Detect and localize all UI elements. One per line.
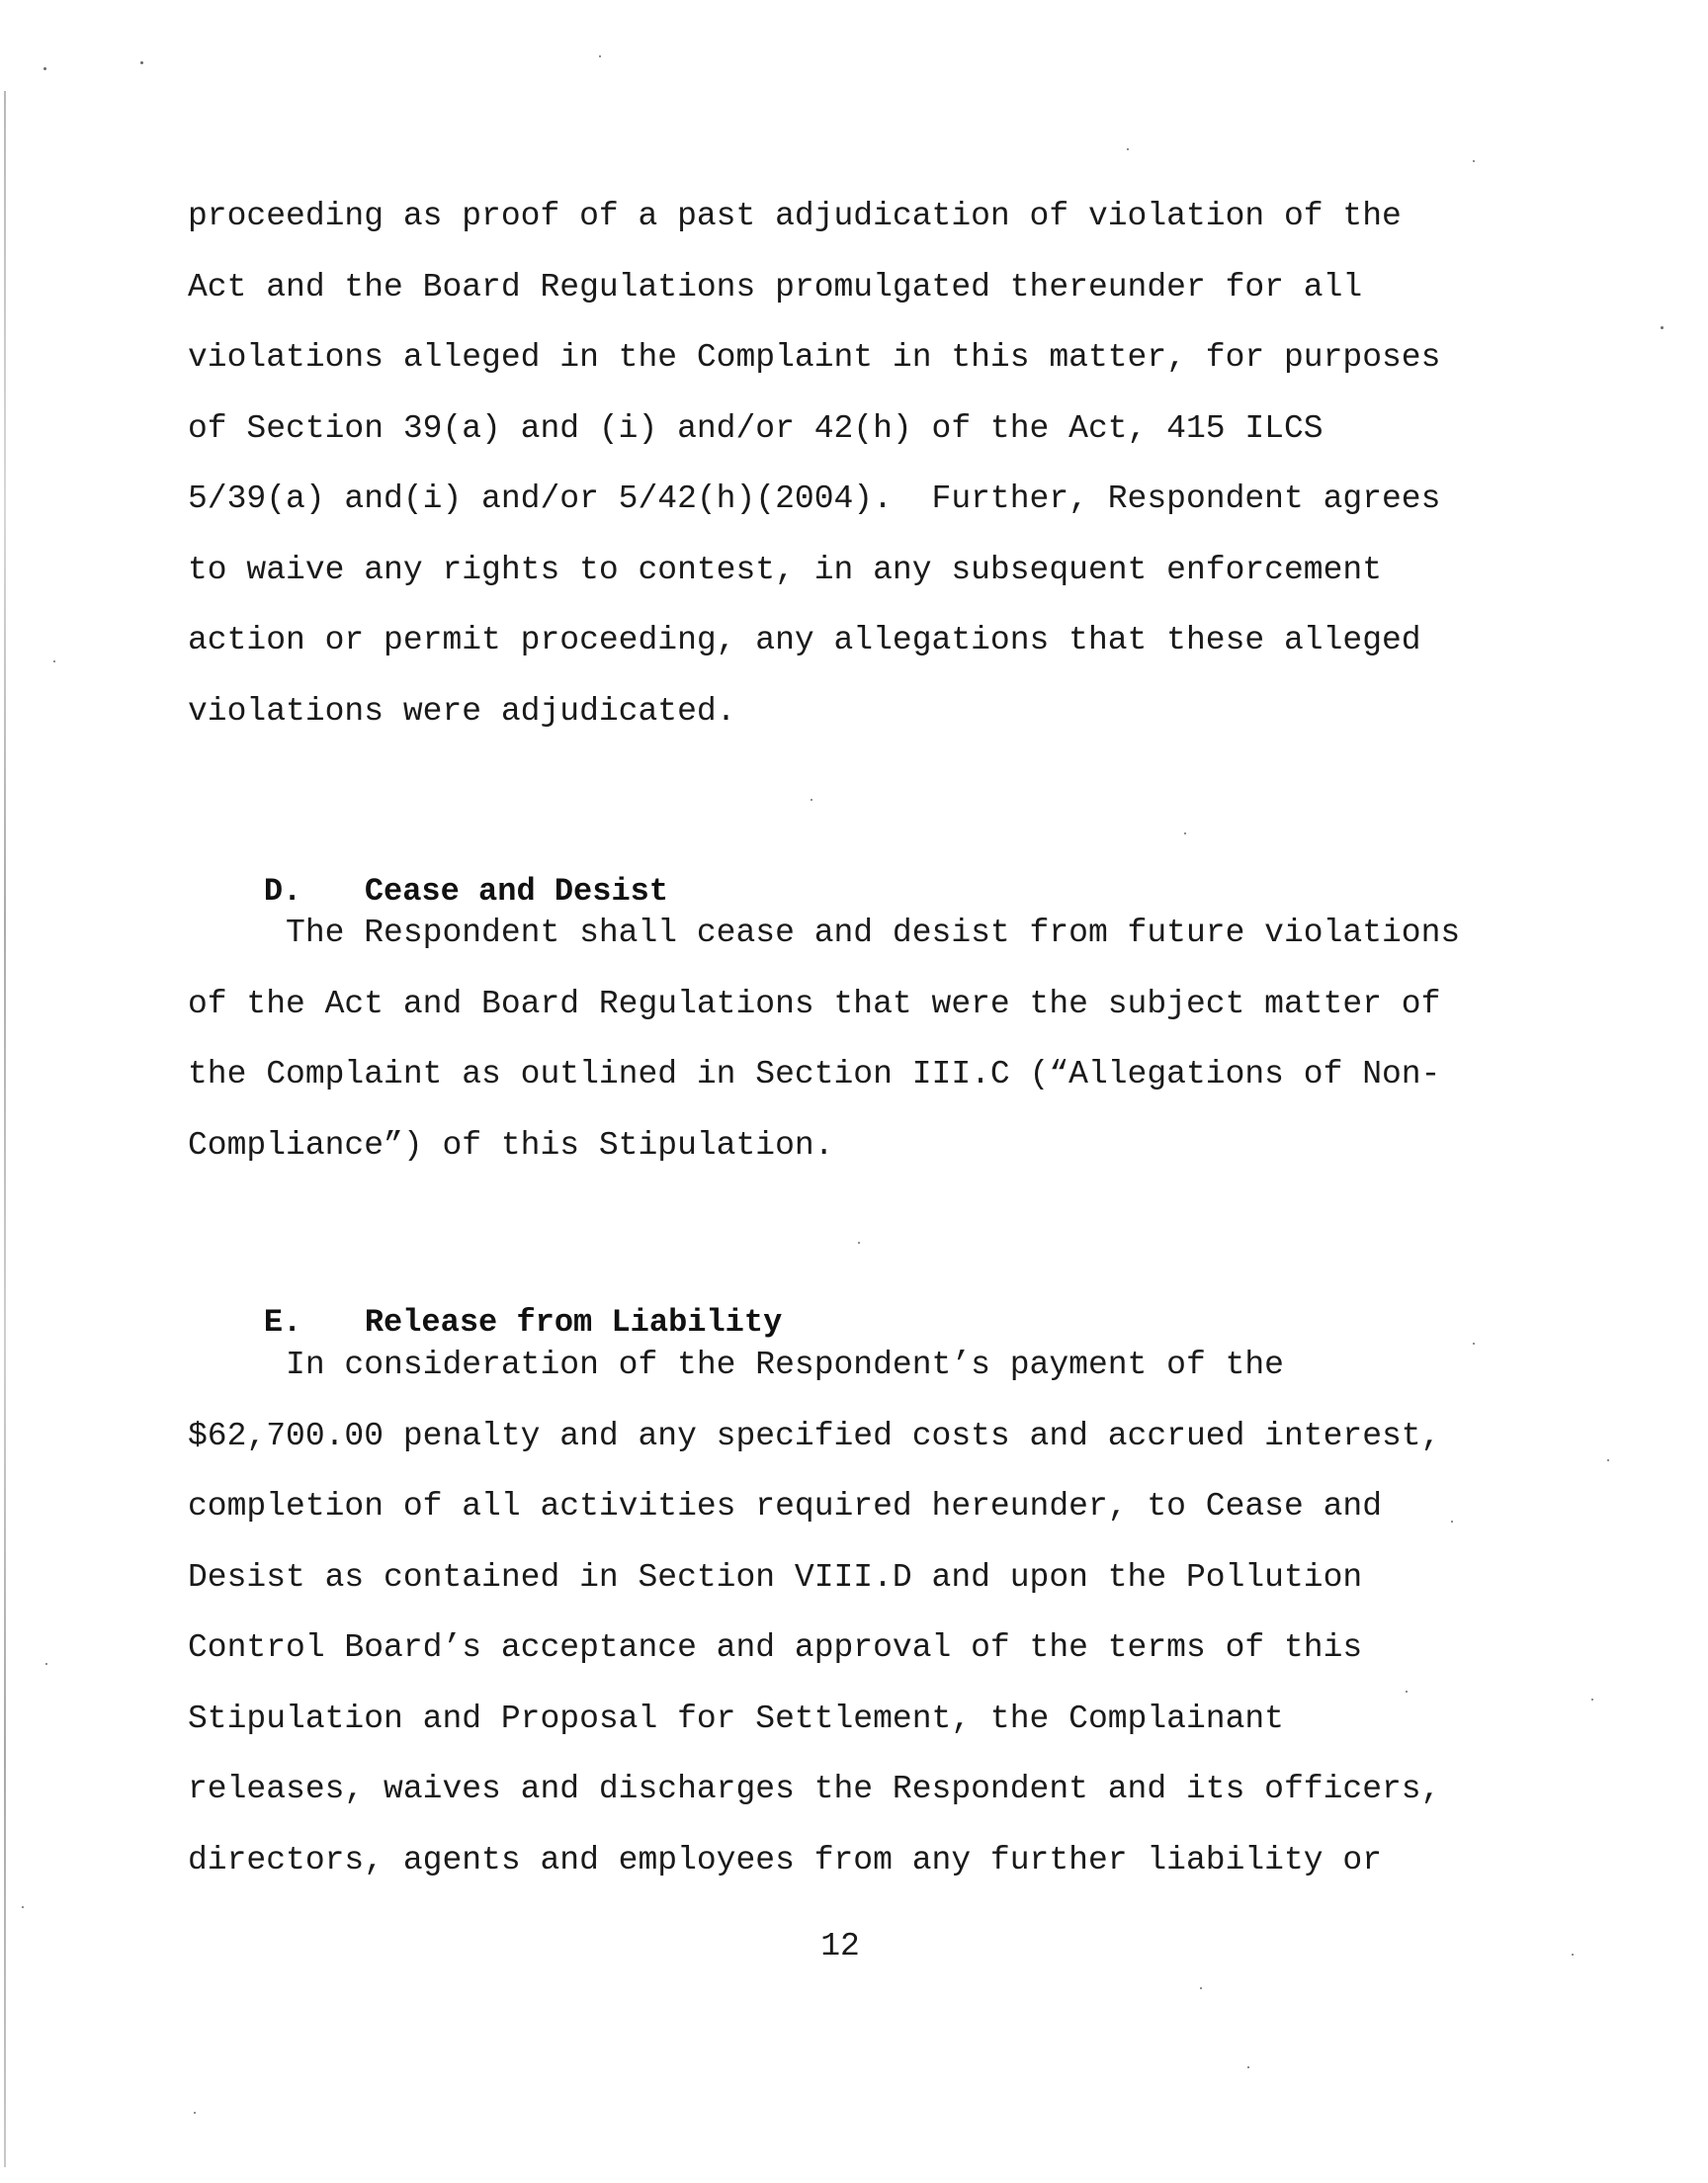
scan-speck bbox=[1184, 832, 1186, 834]
section-title: Release from Liability bbox=[364, 1304, 783, 1341]
scan-speck bbox=[1200, 1987, 1202, 1989]
scan-speck bbox=[140, 61, 143, 64]
paragraph-line: Desist as contained in Section VIII.D and upon the Pollution bbox=[188, 1558, 1363, 1596]
scan-speck bbox=[53, 660, 55, 662]
scan-speck bbox=[45, 1663, 47, 1665]
scan-speck bbox=[599, 55, 601, 57]
paragraph-line: $62,700.00 penalty and any specified costs and accrued interest, bbox=[188, 1417, 1441, 1454]
section-e-paragraph bbox=[188, 1330, 1532, 1895]
scan-speck bbox=[43, 67, 46, 70]
scan-speck bbox=[1127, 148, 1129, 150]
paragraph-line: violations were adjudicated. bbox=[188, 692, 736, 730]
scan-speck bbox=[858, 1242, 860, 1244]
paragraph-line: proceeding as proof of a past adjudication of violation of the bbox=[188, 198, 1402, 234]
page-number: 12 bbox=[820, 1928, 860, 1965]
paragraph-line: of Section 39(a) and (i) and/or 42(h) of the Act, 415 ILCS bbox=[188, 409, 1324, 447]
paragraph-line: In consideration of the Respondent’s payment of the bbox=[188, 1347, 1284, 1383]
paragraph-line: directors, agents and employees from any further liability or bbox=[188, 1841, 1382, 1878]
paragraph-line: Control Board’s acceptance and approval of the terms of this bbox=[188, 1629, 1363, 1666]
paragraph-line: action or permit proceeding, any allegations that these alleged bbox=[188, 622, 1421, 658]
paragraph-line: Stipulation and Proposal for Settlement, the Complainant bbox=[188, 1700, 1284, 1737]
paragraph-line: of the Act and Board Regulations that were the subject matter of bbox=[188, 985, 1441, 1022]
section-title: Cease and Desist bbox=[364, 873, 669, 910]
paragraph-line: completion of all activities required hereunder, to Cease and bbox=[188, 1488, 1382, 1525]
scan-speck bbox=[1247, 2066, 1249, 2068]
scan-edge-line bbox=[4, 91, 6, 2167]
scan-speck bbox=[1473, 160, 1475, 162]
paragraph-line: violations alleged in the Complaint in this matter, for purposes bbox=[188, 339, 1441, 376]
scan-speck bbox=[811, 799, 812, 801]
paragraph-line: Act and the Board Regulations promulgated thereunder for all bbox=[188, 268, 1363, 306]
paragraph-line: Compliance”) of this Stipulation. bbox=[188, 1126, 834, 1164]
scan-speck bbox=[22, 1906, 24, 1908]
section-letter: E. bbox=[263, 1304, 302, 1341]
scan-speck bbox=[194, 2112, 196, 2114]
paragraph-line: The Respondent shall cease and desist from future violations bbox=[188, 915, 1461, 951]
section-letter: D. bbox=[263, 873, 302, 910]
paragraph-line: to waive any rights to contest, in any subsequent enforcement bbox=[188, 551, 1382, 588]
section-d-paragraph bbox=[188, 898, 1532, 1180]
scan-speck bbox=[1607, 1459, 1609, 1461]
scan-speck bbox=[1661, 326, 1664, 329]
paragraph-line: releases, waives and discharges the Respondent and its officers, bbox=[188, 1771, 1441, 1807]
paragraph-line: 5/39(a) and(i) and/or 5/42(h)(2004). Further, Respondent agrees bbox=[188, 480, 1441, 517]
continuation-paragraph bbox=[188, 181, 1532, 746]
scan-speck bbox=[1591, 1699, 1593, 1701]
paragraph-line: the Complaint as outlined in Section III.C (“Allegations of Non- bbox=[188, 1056, 1441, 1092]
